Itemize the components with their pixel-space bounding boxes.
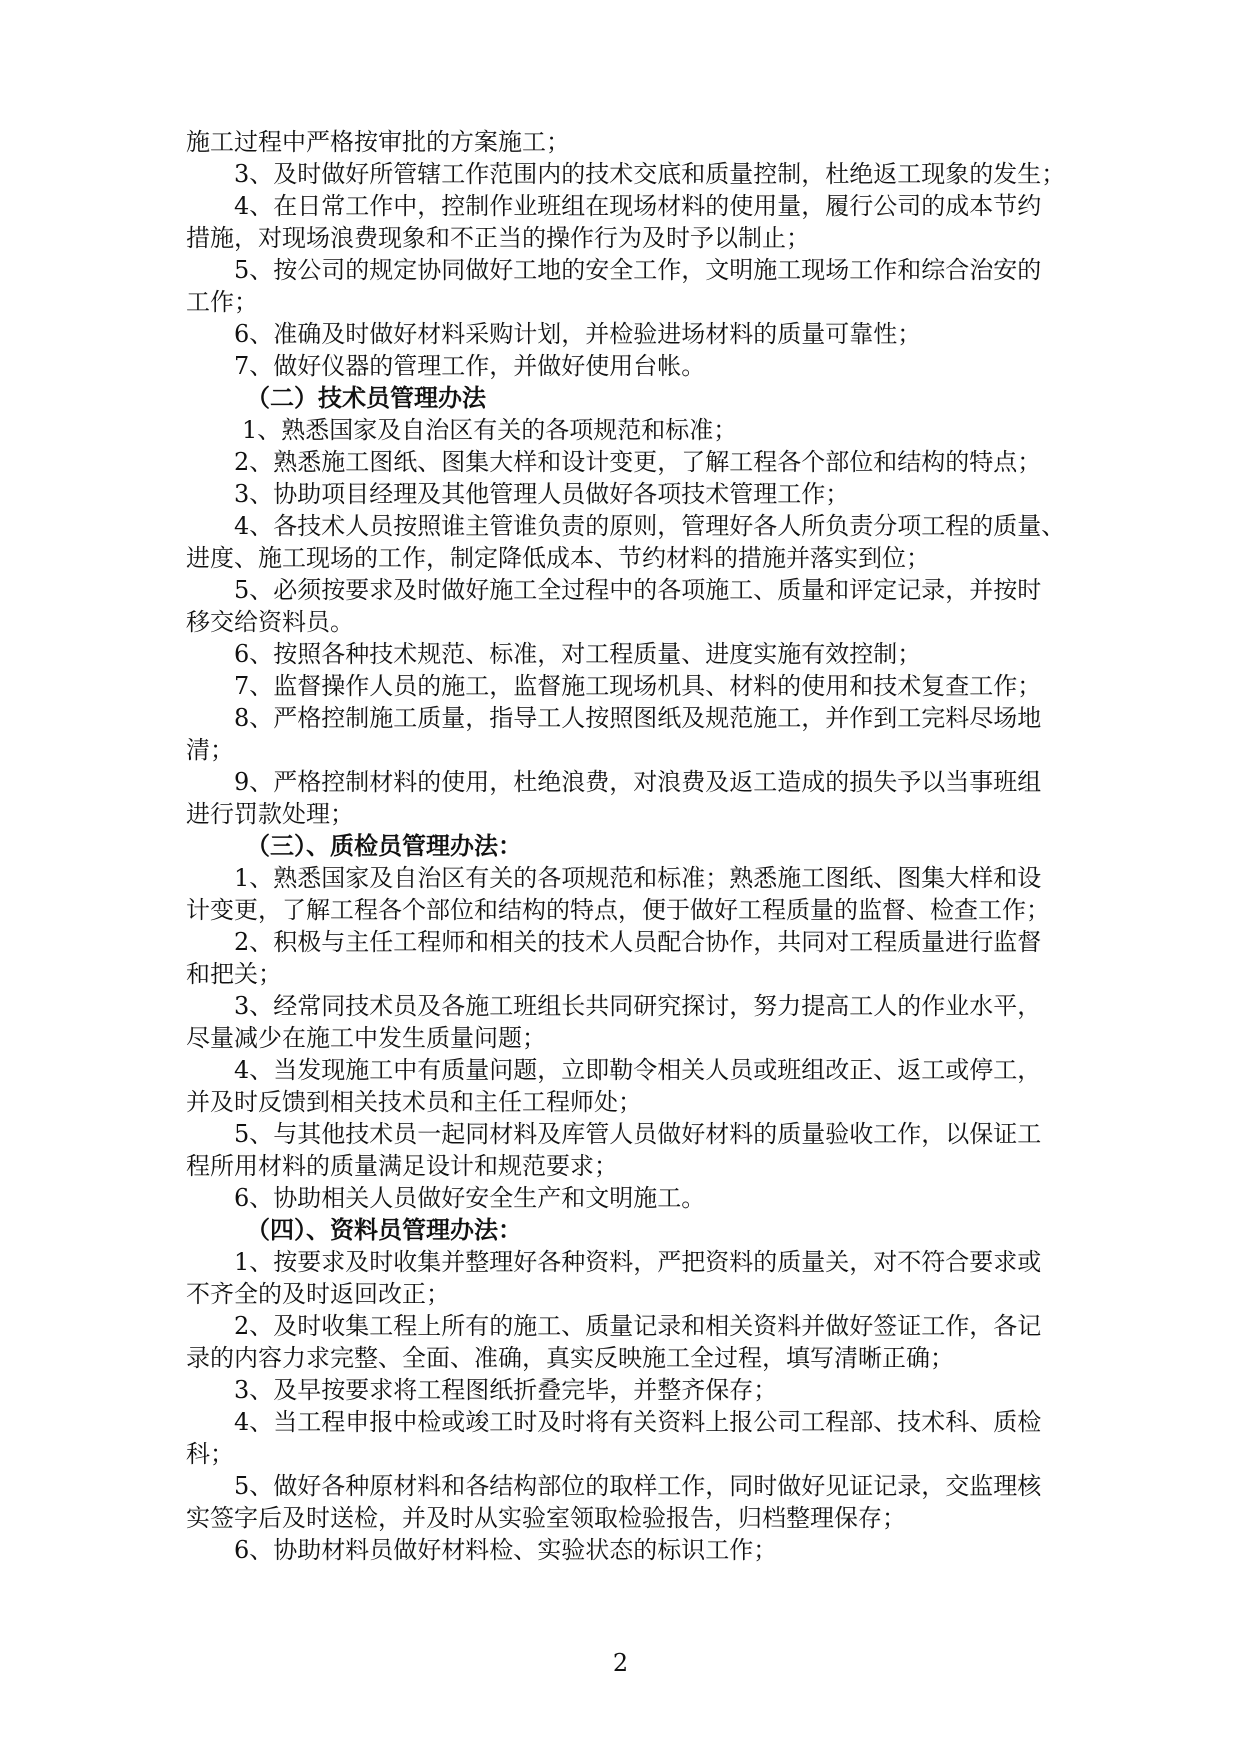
paragraph-line: 工作； [186, 288, 258, 316]
paragraph-line: 录的内容力求完整、全面、准确，真实反映施工全过程，填写清晰正确； [186, 1344, 954, 1372]
paragraph-line: 8、严格控制施工质量，指导工人按照图纸及规范施工，并作到工完料尽场地 [234, 704, 1042, 732]
paragraph-line: 并及时反馈到相关技术员和主任工程师处； [186, 1088, 642, 1116]
paragraph-line: 3、经常同技术员及各施工班组长共同研究探讨，努力提高工人的作业水平， [234, 992, 1042, 1020]
paragraph-line: 2、积极与主任工程师和相关的技术人员配合协作，共同对工程质量进行监督 [234, 928, 1042, 956]
paragraph-line: 9、严格控制材料的使用，杜绝浪费，对浪费及返工造成的损失予以当事班组 [234, 768, 1042, 796]
section-heading: （四）、资料员管理办法： [246, 1215, 522, 1244]
paragraph-line: 5、按公司的规定协同做好工地的安全工作，文明施工现场工作和综合治安的 [234, 256, 1042, 284]
page-number: 2 [612, 1649, 629, 1677]
paragraph-line: 6、准确及时做好材料采购计划，并检验进场材料的质量可靠性； [234, 320, 922, 348]
section-heading: （三）、质检员管理办法： [246, 831, 522, 860]
paragraph-line: 6、协助材料员做好材料检、实验状态的标识工作； [234, 1536, 778, 1564]
paragraph-line: 7、做好仪器的管理工作，并做好使用台帐。 [234, 352, 706, 380]
paragraph-line: 措施，对现场浪费现象和不正当的操作行为及时予以制止； [186, 224, 810, 252]
paragraph-line: 3、及早按要求将工程图纸折叠完毕，并整齐保存； [234, 1376, 778, 1404]
paragraph-line: 4、在日常工作中，控制作业班组在现场材料的使用量，履行公司的成本节约 [234, 192, 1042, 220]
section-heading: （二）技术员管理办法 [246, 383, 486, 412]
paragraph-line: 科； [186, 1440, 234, 1468]
paragraph-line: 2、及时收集工程上所有的施工、质量记录和相关资料并做好签证工作，各记 [234, 1312, 1042, 1340]
paragraph-line: 3、及时做好所管辖工作范围内的技术交底和质量控制，杜绝返工现象的发生； [234, 160, 1066, 188]
paragraph-line: 程所用材料的质量满足设计和规范要求； [186, 1152, 618, 1180]
document-body [186, 126, 1091, 1566]
paragraph-line: 计变更，了解工程各个部位和结构的特点，便于做好工程质量的监督、检查工作； [186, 896, 1050, 924]
paragraph-line: 5、必须按要求及时做好施工全过程中的各项施工、质量和评定记录，并按时 [234, 576, 1042, 604]
paragraph-line: 5、做好各种原材料和各结构部位的取样工作，同时做好见证记录，交监理核 [234, 1472, 1042, 1500]
paragraph-line: 不齐全的及时返回改正； [186, 1280, 450, 1308]
paragraph-line: 5、与其他技术员一起同材料及库管人员做好材料的质量验收工作，以保证工 [234, 1120, 1042, 1148]
paragraph-line: 4、各技术人员按照谁主管谁负责的原则，管理好各人所负责分项工程的质量、 [234, 512, 1066, 540]
paragraph-line: 3、协助项目经理及其他管理人员做好各项技术管理工作； [234, 480, 850, 508]
paragraph-line: 6、按照各种技术规范、标准，对工程质量、进度实施有效控制； [234, 640, 922, 668]
paragraph-line: 实签字后及时送检，并及时从实验室领取检验报告，归档整理保存； [186, 1504, 906, 1532]
paragraph-line: 7、监督操作人员的施工，监督施工现场机具、材料的使用和技术复查工作； [234, 672, 1042, 700]
paragraph-line: 尽量减少在施工中发生质量问题； [186, 1024, 546, 1052]
paragraph-line: 1、熟悉国家及自治区有关的各项规范和标准； [242, 416, 738, 444]
paragraph-line: 移交给资料员。 [186, 608, 354, 636]
paragraph-line: 进度、施工现场的工作，制定降低成本、节约材料的措施并落实到位； [186, 544, 930, 572]
paragraph-line: 4、当发现施工中有质量问题，立即勒令相关人员或班组改正、返工或停工， [234, 1056, 1042, 1084]
paragraph-line: 施工过程中严格按审批的方案施工； [186, 128, 570, 156]
paragraph-line: 1、熟悉国家及自治区有关的各项规范和标准；熟悉施工图纸、图集大样和设 [234, 864, 1042, 892]
paragraph-line: 2、熟悉施工图纸、图集大样和设计变更，了解工程各个部位和结构的特点； [234, 448, 1042, 476]
paragraph-line: 进行罚款处理； [186, 800, 354, 828]
paragraph-line: 6、协助相关人员做好安全生产和文明施工。 [234, 1184, 706, 1212]
paragraph-line: 清； [186, 736, 234, 764]
paragraph-line: 1、按要求及时收集并整理好各种资料，严把资料的质量关，对不符合要求或 [234, 1248, 1042, 1276]
paragraph-line: 4、当工程申报中检或竣工时及时将有关资料上报公司工程部、技术科、质检 [234, 1408, 1042, 1436]
paragraph-line: 和把关； [186, 960, 282, 988]
